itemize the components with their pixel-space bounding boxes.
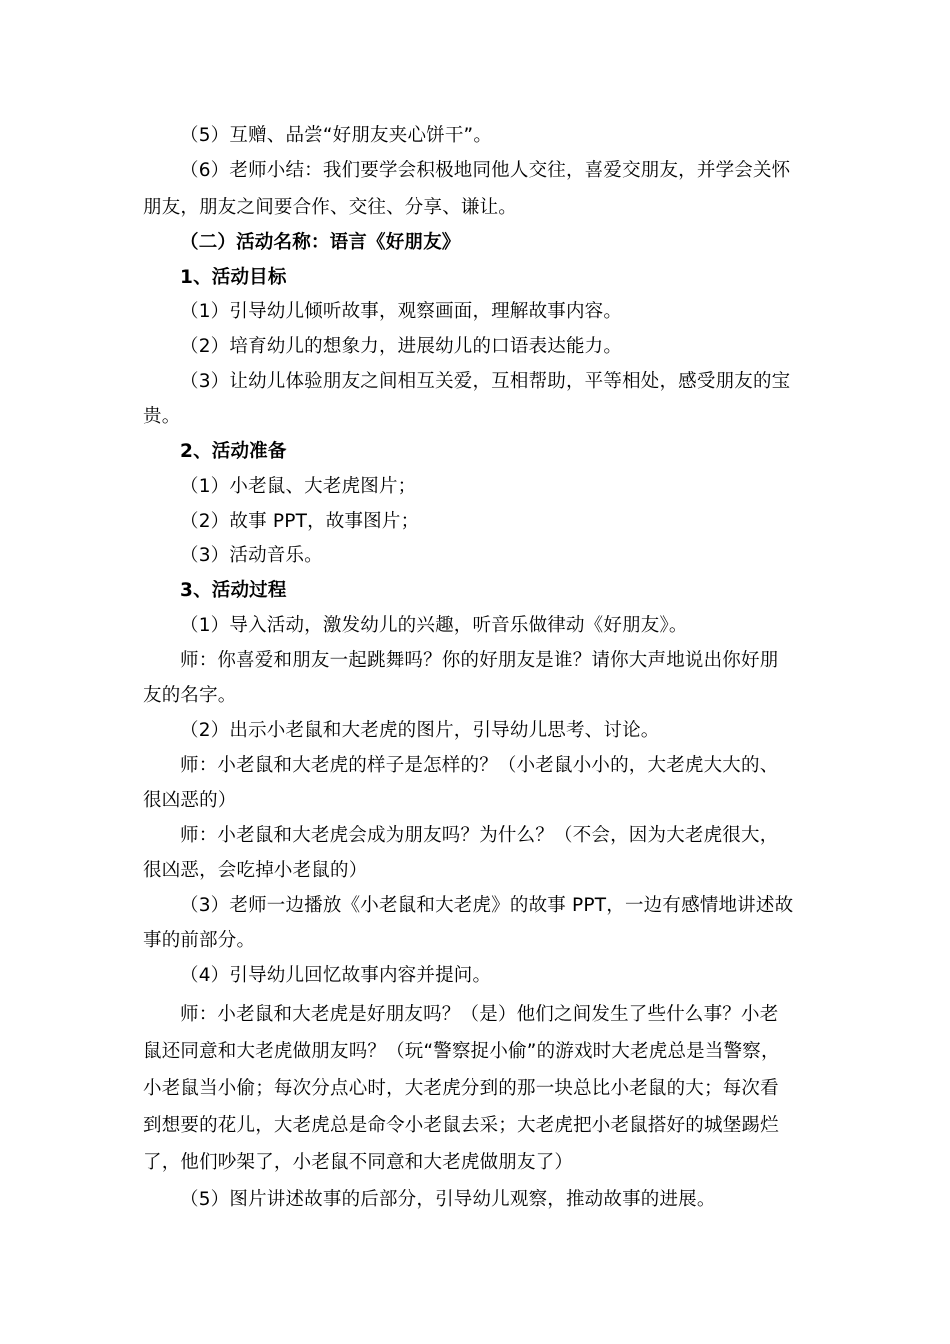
paragraph-line: （5）图片讲述故事的后部分，引导幼儿观察，推动故事的进展。 bbox=[180, 1189, 716, 1210]
paragraph-line: 师：小老鼠和大老虎会成为朋友吗？为什么？（不会，因为大老虎很大， bbox=[180, 825, 779, 846]
paragraph-line: 师：小老鼠和大老虎的样子是怎样的？（小老鼠小小的，大老虎大大的、 bbox=[180, 755, 779, 776]
paragraph-line: （3）老师一边播放《小老鼠和大老虎》的故事 PPT，一边有感情地讲述故 bbox=[180, 895, 794, 916]
paragraph-line: （2）出示小老鼠和大老虎的图片，引导幼儿思考、讨论。 bbox=[180, 720, 660, 741]
paragraph-line: （6）老师小结：我们要学会积极地同他人交往，喜爱交朋友，并学会关怀 bbox=[180, 160, 791, 181]
paragraph-line: 师：小老鼠和大老虎是好朋友吗？（是）他们之间发生了些什么事？小老 bbox=[180, 1004, 779, 1025]
paragraph-line: 师：你喜爱和朋友一起跳舞吗？你的好朋友是谁？请你大声地说出你好朋 bbox=[180, 650, 779, 671]
paragraph-line: （3）让幼儿体验朋友之间相互关爱，互相帮助，平等相处，感受朋友的宝 bbox=[180, 371, 791, 392]
paragraph-line: （5）互赠、品尝“好朋友夹心饼干”。 bbox=[180, 125, 493, 146]
paragraph-line: （1）导入活动，激发幼儿的兴趣，听音乐做律动《好朋友》。 bbox=[180, 615, 688, 636]
paragraph-line: 小老鼠当小偷；每次分点心时，大老虎分到的那一块总比小老鼠的大；每次看 bbox=[143, 1078, 779, 1099]
subsection-heading: 1、活动目标 bbox=[180, 267, 287, 288]
paragraph-line: （3）活动音乐。 bbox=[180, 545, 323, 566]
paragraph-line: 很凶恶的） bbox=[143, 790, 237, 811]
subsection-heading: 3、活动过程 bbox=[180, 580, 287, 601]
paragraph-line: 朋友，朋友之间要合作、交往、分享、谦让。 bbox=[143, 197, 518, 218]
paragraph-line: 友的名字。 bbox=[143, 685, 237, 706]
paragraph-line: 了，他们吵架了，小老鼠不同意和大老虎做朋友了） bbox=[143, 1152, 574, 1173]
subsection-heading: 2、活动准备 bbox=[180, 441, 287, 462]
paragraph-line: 事的前部分。 bbox=[143, 930, 256, 951]
paragraph-line: （2）培育幼儿的想象力，进展幼儿的口语表达能力。 bbox=[180, 336, 623, 357]
section-heading: （二）活动名称：语言《好朋友》 bbox=[180, 232, 461, 253]
paragraph-line: （1）小老鼠、大老虎图片； bbox=[180, 476, 417, 497]
paragraph-line: 到想要的花儿，大老虎总是命令小老鼠去采；大老虎把小老鼠搭好的城堡踢烂 bbox=[143, 1115, 779, 1136]
paragraph-line: （1）引导幼儿倾听故事，观察画面，理解故事内容。 bbox=[180, 301, 623, 322]
paragraph-line: 很凶恶，会吃掉小老鼠的） bbox=[143, 860, 368, 881]
paragraph-line: （2）故事 PPT，故事图片； bbox=[180, 511, 420, 532]
paragraph-line: 贵。 bbox=[143, 406, 181, 427]
paragraph-line: 鼠还同意和大老虎做朋友吗？（玩“警察捉小偷”的游戏时大老虎总是当警察， bbox=[143, 1041, 780, 1062]
paragraph-line: （4）引导幼儿回忆故事内容并提问。 bbox=[180, 965, 492, 986]
